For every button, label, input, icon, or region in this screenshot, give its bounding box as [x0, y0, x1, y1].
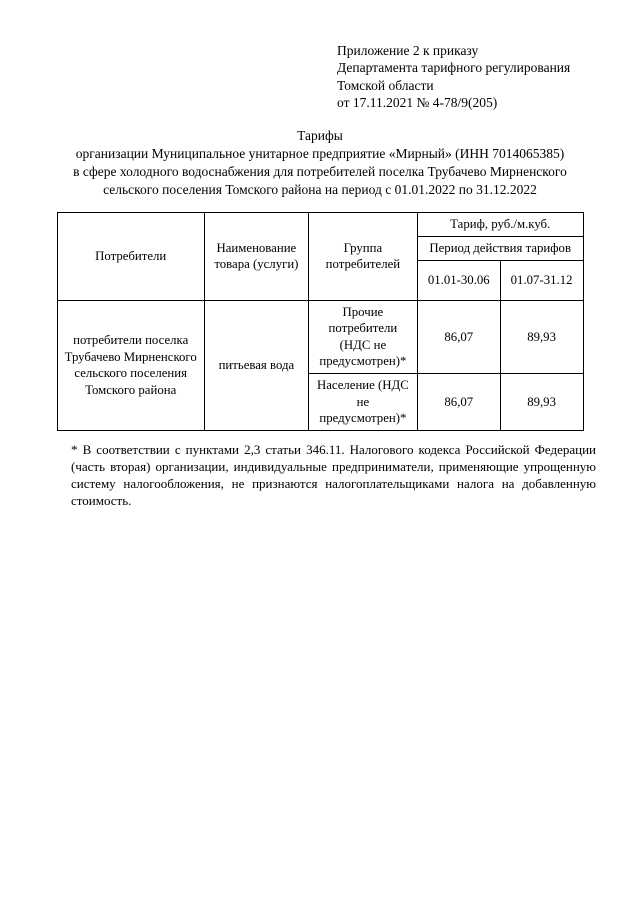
footnote-text: * В соответствии с пунктами 2,3 статьи 346.11. Налогового кодекса Российской Федерации (часть вторая) организации, индивидуальные предприниматели, применяющие упрощенную систему налогообложения, не признаются налогоплательщиками налога на добавленную стоимость.	[71, 441, 596, 509]
cell-tariff-other-1: 86,07	[417, 300, 500, 374]
header-cell-consumers: Потребители	[57, 213, 204, 300]
header-cell-tariff-unit: Тариф, руб./м.куб.	[417, 213, 583, 237]
header-cell-period-1: 01.01-30.06	[417, 260, 500, 300]
cell-tariff-population-1: 86,07	[417, 374, 500, 431]
table-header-row-1	[57, 213, 583, 237]
title-line-2: организации Муниципальное унитарное предприятие «Мирный» (ИНН 7014065385)	[75, 145, 565, 161]
appendix-line-3: Томской области	[337, 77, 434, 93]
header-cell-product: Наименование товара (услуги)	[204, 213, 308, 300]
appendix-line-4: от 17.11.2021 № 4-78/9(205)	[337, 94, 498, 110]
appendix-line-2: Департамента тарифного регулирования	[337, 60, 571, 76]
header-cell-period-2: 01.07-31.12	[500, 260, 583, 300]
appendix-header-block	[337, 42, 620, 111]
cell-consumers: потребители поселка Трубачево Мирненского сельского поселения Томского района	[57, 300, 204, 430]
tariff-table	[57, 212, 584, 431]
appendix-line-1: Приложение 2 к приказу	[337, 43, 479, 58]
cell-tariff-other-2: 89,93	[500, 300, 583, 374]
title-line-1: Тарифы	[297, 128, 343, 144]
cell-tariff-population-2: 89,93	[500, 374, 583, 431]
cell-group-population: Население (НДС не предусмотрен)*	[308, 374, 417, 431]
document-title	[0, 127, 640, 198]
cell-product: питьевая вода	[204, 300, 308, 430]
table-row	[57, 300, 583, 374]
header-cell-group: Группа потребителей	[308, 213, 417, 300]
header-cell-period-caption: Период действия тарифов	[417, 236, 583, 260]
title-line-4: сельского поселения Томского района на период с 01.01.2022 по 31.12.2022	[103, 181, 537, 197]
title-line-3: в сфере холодного водоснабжения для потребителей поселка Трубачево Мирненского	[73, 163, 567, 179]
cell-group-other: Прочие потребители (НДС не предусмотрен)*	[308, 300, 417, 374]
